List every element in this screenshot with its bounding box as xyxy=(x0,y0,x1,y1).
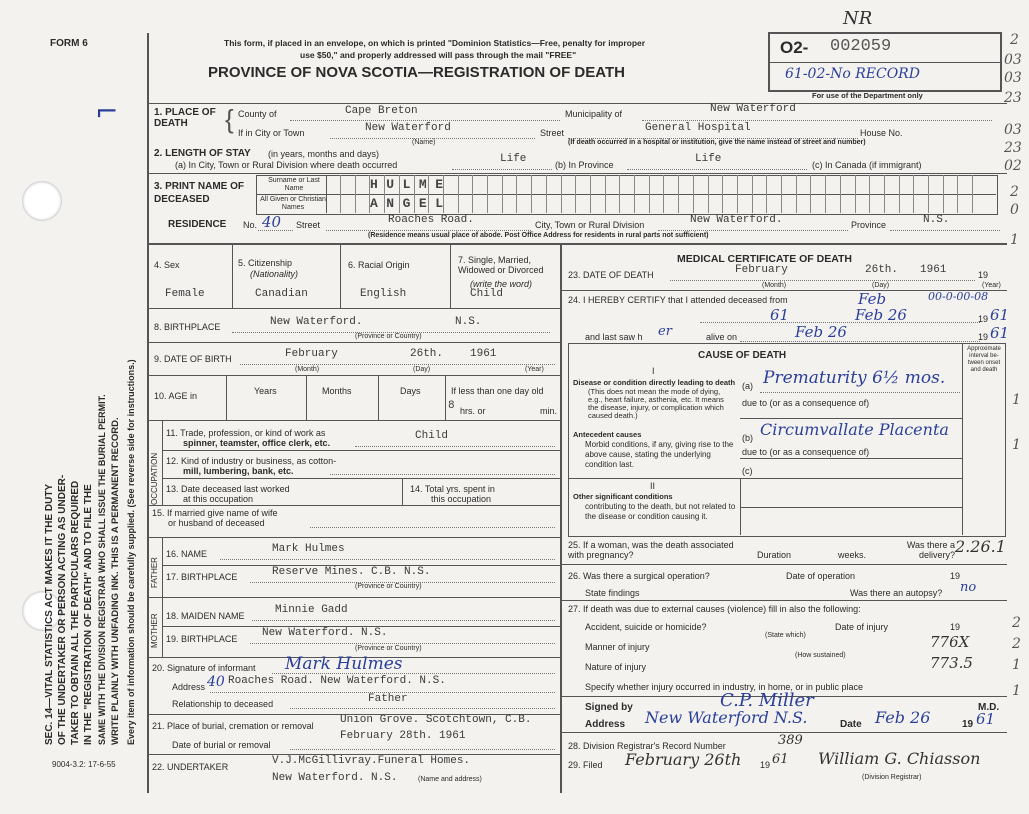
mail-notice-1: This form, if placed in an envelope, on which is printed "Dominion Statistics—Free, penalty for improper xyxy=(224,38,646,48)
name-cell-divider xyxy=(869,175,870,213)
print-name-label: 3. PRINT NAME OF DECEASED xyxy=(154,181,245,205)
informant-address-number: 40 xyxy=(207,674,225,690)
direct-cause-label: Disease or condition directly leading to death xyxy=(573,378,736,387)
mother-side-label: MOTHER xyxy=(150,613,159,648)
brace: { xyxy=(225,104,234,134)
medical-title: MEDICAL CERTIFICATE OF DEATH xyxy=(677,253,852,265)
margin-tick-1: 1 xyxy=(1012,392,1021,408)
undertaker-value: V.J.McGillivray.Funeral Homes. xyxy=(272,755,471,767)
dob-month: February xyxy=(285,348,338,360)
dob-year: 1961 xyxy=(470,348,497,360)
margin-tick-5: 1 xyxy=(1012,657,1021,673)
name-cell-divider xyxy=(678,175,679,213)
dod-month: February xyxy=(735,264,788,276)
dob-day-caption: (Day) xyxy=(413,366,431,373)
undertaker-label: 22. UNDERTAKER xyxy=(152,762,229,772)
residence-street-value: Roaches Road. xyxy=(388,214,474,226)
name-cell-divider xyxy=(355,175,356,213)
age-days-label: Days xyxy=(400,386,421,396)
dod-year: 1961 xyxy=(920,264,947,276)
informant-address-label: Address xyxy=(172,682,206,692)
filed-value: February 26th xyxy=(625,750,742,769)
punch-hole-bottom xyxy=(22,591,62,631)
name-cell-divider xyxy=(840,175,841,213)
dod-day-caption: (Day) xyxy=(872,282,890,289)
informant-address-value: Roaches Road. New Waterford. N.S. xyxy=(228,675,446,687)
margin-pen-mark: ⌐ xyxy=(95,95,119,128)
side-notice-7: Every item of information should be carefully supplied. (See reverse side for instructions.) xyxy=(126,359,136,745)
nature-label: Nature of injury xyxy=(585,662,647,672)
residence-city-value: New Waterford. xyxy=(690,214,783,226)
cause-title: CAUSE OF DEATH xyxy=(698,350,787,361)
name-cell-divider xyxy=(472,175,473,213)
footer-code: 9004-3.2: 17-6-55 xyxy=(52,760,116,769)
racial-origin-value: English xyxy=(360,288,407,300)
division-stay-label: (a) In City, Town or Rural Division where death occurred xyxy=(175,160,398,170)
time-note: 00-0-00-08 xyxy=(928,290,989,303)
attended-to-year-suffix: 19 xyxy=(978,314,989,324)
name-cell-divider xyxy=(766,175,767,213)
birthplace-label: 8. BIRTHPLACE xyxy=(154,322,221,332)
municipality-value: New Waterford xyxy=(710,103,796,115)
province-stay-value: Life xyxy=(695,153,722,165)
name-cell-divider xyxy=(825,175,826,213)
dod-year-caption: (Year) xyxy=(982,282,1001,289)
direct-cause-note: (This does not mean the mode of dying, e.g., heart failure, asthenia, etc. It means the disease, injury, or complication which caused death.) xyxy=(588,387,724,420)
name-cell-divider xyxy=(943,175,944,213)
duration-label: Duration xyxy=(757,550,792,560)
residence-city-label: City, Town or Rural Division xyxy=(535,220,645,230)
citizenship-sub: (Nationality) xyxy=(250,269,299,279)
burial-place-value: Union Grove. Scotchtown, C.B. xyxy=(340,714,532,726)
relationship-value: Father xyxy=(368,693,408,705)
margin-code-6: 23 xyxy=(1004,140,1022,156)
signed-by-label: Signed by xyxy=(585,702,633,713)
name-cell-divider xyxy=(972,175,973,213)
city-value: New Waterford xyxy=(365,122,451,134)
alive-on-label: alive on xyxy=(706,332,738,342)
margin-code-4: 23 xyxy=(1004,90,1022,106)
delivery-code: 2.26.1 xyxy=(955,537,1006,556)
name-cell-divider xyxy=(796,175,797,213)
signed-by-value: C.P. Miller xyxy=(720,690,814,711)
mother-birthplace-value: New Waterford. N.S. xyxy=(262,627,388,639)
name-cell-divider xyxy=(855,175,856,213)
filed-year-suffix: 19 xyxy=(760,760,771,770)
margin-code-3: 03 xyxy=(1004,70,1022,86)
last-worked-label-2: at this occupation xyxy=(183,494,254,504)
occupation-side-label: OCCUPATION xyxy=(150,452,159,505)
filed-label: 29. Filed xyxy=(568,760,603,770)
name-grid xyxy=(256,175,998,215)
name-cell-divider xyxy=(575,175,576,213)
father-birthplace-value: Reserve Mines. C.B. N.S. xyxy=(272,566,431,578)
last-saw-pronoun: er xyxy=(658,324,672,339)
residence-province-value: N.S. xyxy=(923,214,950,226)
interval-note: Approximate interval be- tween onset and death xyxy=(967,346,1001,373)
name-cell-divider xyxy=(693,175,694,213)
father-name-label: 16. NAME xyxy=(166,549,208,559)
burial-date-value: February 28th. 1961 xyxy=(340,730,466,742)
municipality-label: Municipality of xyxy=(565,109,623,119)
undertaker-caption: (Name and address) xyxy=(418,776,482,783)
relationship-label: Relationship to deceased xyxy=(172,699,274,709)
total-years-label: 14. Total yrs. spent in xyxy=(410,484,495,494)
hospital-note: (If death occurred in a hospital or institution, give the name instead of street and number) xyxy=(568,139,866,146)
sex-label: 4. Sex xyxy=(154,260,180,270)
attended-to: Feb 26 xyxy=(855,306,907,324)
md-address-label: Address xyxy=(585,719,626,730)
spouse-label-2: or husband of deceased xyxy=(168,518,265,528)
margin-code-1: 2 xyxy=(1010,32,1019,48)
name-cell-divider xyxy=(752,175,753,213)
racial-origin-label: 6. Racial Origin xyxy=(348,260,410,270)
nature-code: 773.5 xyxy=(930,654,973,672)
division-stay-value: Life xyxy=(500,153,527,165)
given-label: All Given or Christian Names xyxy=(260,196,326,211)
length-of-stay-note: (in years, months and days) xyxy=(268,149,380,159)
hand-nr: NR xyxy=(843,8,873,29)
street-value: General Hospital xyxy=(645,122,751,134)
md-date-value: Feb 26 xyxy=(875,708,931,727)
canada-stay-label: (c) In Canada (if immigrant) xyxy=(812,160,922,170)
certify-label: 24. I HEREBY CERTIFY that I attended deceased from xyxy=(568,295,788,305)
dod-year-suffix: 19 xyxy=(978,270,989,280)
reg-number: 002059 xyxy=(830,37,892,56)
street-label: Street xyxy=(540,128,565,138)
burial-place-label: 21. Place of burial, cremation or removal xyxy=(152,721,314,731)
manner-label: Manner of injury xyxy=(585,642,650,652)
birthplace-caption: (Province or Country) xyxy=(355,333,422,340)
name-cell-divider xyxy=(634,175,635,213)
md-address-value: New Waterford N.S. xyxy=(645,708,808,727)
marital-sub: (write the word) xyxy=(470,279,533,289)
father-side-label: FATHER xyxy=(150,557,159,588)
cause-a-label: (a) xyxy=(742,381,753,391)
birthplace-prov: N.S. xyxy=(455,316,482,328)
place-of-death-label: 1. PLACE OF DEATH xyxy=(154,107,216,129)
reg-number-prefix: O2- xyxy=(780,38,809,57)
side-notice-6: WRITE PLAINLY WITH UNFADING INK. THIS IS A PERMANENT RECORD. xyxy=(110,417,121,745)
external-causes-label: 27. If death was due to external causes (violence) fill in also the following: xyxy=(568,604,861,614)
undertaker-address: New Waterford. N.S. xyxy=(272,772,398,784)
name-cell-divider xyxy=(531,175,532,213)
division-registrar-signature: William G. Chiasson xyxy=(818,749,981,768)
dob-year-caption: (Year) xyxy=(525,366,544,373)
name-cell-divider xyxy=(605,175,606,213)
name-cell-divider xyxy=(722,175,723,213)
attended-from: Feb xyxy=(858,290,887,308)
dob-month-caption: (Month) xyxy=(295,366,320,373)
dod-month-caption: (Month) xyxy=(762,282,787,289)
name-cell-divider xyxy=(619,175,620,213)
other-conditions-note: contributing to the death, but not related to the disease or condition causing it. xyxy=(585,502,736,521)
punch-hole-top xyxy=(22,181,62,221)
margin-code-2: 03 xyxy=(1004,52,1022,68)
city-label: If in City or Town xyxy=(238,128,305,138)
mother-name-label: 18. MAIDEN NAME xyxy=(166,611,245,621)
accident-label: Accident, suicide or homicide? xyxy=(585,622,707,632)
given-value: ANGEL xyxy=(370,196,452,211)
name-cell-divider xyxy=(899,175,900,213)
residence-street-label: Street xyxy=(296,220,321,230)
name-cell-divider xyxy=(781,175,782,213)
county-value: Cape Breton xyxy=(345,105,418,117)
dob-label: 9. DATE OF BIRTH xyxy=(154,354,232,364)
mother-birthplace-caption: (Province or Country) xyxy=(355,645,422,652)
surgical-year-suffix: 19 xyxy=(950,571,961,581)
side-notice-1: SEC. 14—VITAL STATISTICS ACT MAKES IT THE DUTY xyxy=(44,483,55,745)
division-registrar-caption: (Division Registrar) xyxy=(862,774,922,781)
date-injury-label: Date of injury xyxy=(835,622,889,632)
dept-use-caption: For use of the Department only xyxy=(812,91,923,100)
residence-label: RESIDENCE xyxy=(168,219,227,230)
margin-tick-2: 1 xyxy=(1012,437,1021,453)
filed-year: 61 xyxy=(772,752,789,767)
total-years-label-2: this occupation xyxy=(431,494,492,504)
delivery-label: Was there a delivery? xyxy=(906,540,955,560)
age-label: 10. AGE in xyxy=(154,391,198,401)
name-cell-divider xyxy=(590,175,591,213)
name-cell-divider xyxy=(649,175,650,213)
marital-label: 7. Single, Married, Widowed or Divorced xyxy=(458,255,544,275)
residence-no-label: No. xyxy=(243,220,258,230)
side-notice-3: TAKER TO OBTAIN ALL THE PARTICULARS REQUIRED xyxy=(70,480,81,745)
informant-signature-label: 20. Signature of informant xyxy=(152,663,256,673)
sex-value: Female xyxy=(165,288,205,300)
residence-note: (Residence means usual place of abode. Post Office Address for residents in rural parts not sufficient) xyxy=(368,232,709,239)
age-years-label: Years xyxy=(254,386,277,396)
trade-label-2: spinner, teamster, office clerk, etc. xyxy=(183,438,331,448)
residence-province-label: Province xyxy=(851,220,887,230)
alive-year-suffix: 19 xyxy=(978,332,989,342)
how-sustained-caption: (How sustained) xyxy=(795,652,846,659)
county-label: County of xyxy=(238,109,277,119)
md-year: 61 xyxy=(976,710,996,728)
margin-tick-3: 2 xyxy=(1012,615,1021,631)
roman-two: II xyxy=(650,481,656,491)
alive-on-value: Feb 26 xyxy=(795,323,847,341)
marital-value: Child xyxy=(470,288,504,300)
name-cell-divider xyxy=(810,175,811,213)
surgical-label: 26. Was there a surgical operation? xyxy=(568,571,710,581)
autopsy-label: Was there an autopsy? xyxy=(850,588,943,598)
name-cell-divider xyxy=(957,175,958,213)
name-cell-divider xyxy=(546,175,547,213)
age-less-label: If less than one day old xyxy=(451,386,544,396)
mother-name-value: Minnie Gadd xyxy=(275,604,348,616)
other-conditions-label: Other significant conditions xyxy=(573,492,673,501)
side-notice-2: OF THE UNDERTAKER OR PERSON ACTING AS UNDER- xyxy=(57,474,68,745)
name-cell-divider xyxy=(340,175,341,213)
margin-code-10: 1 xyxy=(1010,232,1019,248)
burial-date-label: Date of burial or removal xyxy=(172,740,271,750)
citizenship-label: 5. Citizenship xyxy=(238,258,293,268)
spouse-label: 15. If married give name of wife xyxy=(152,508,278,518)
industry-label-2: mill, lumbering, bank, etc. xyxy=(183,466,294,476)
attended-to-year: 61 xyxy=(990,306,1010,324)
father-birthplace-caption: (Province or Country) xyxy=(355,583,422,590)
age-hours-value: 8 xyxy=(448,400,455,412)
informant-signature: Mark Hulmes xyxy=(285,654,403,674)
md-date-label: Date xyxy=(840,719,862,730)
autopsy-value: no xyxy=(960,580,977,595)
margin-tick-6: 1 xyxy=(1012,683,1021,699)
side-notice-5: SAME WITH THE DIVISION REGISTRAR WHO SHALL ISSUE THE BURIAL PERMIT. xyxy=(97,394,107,745)
margin-code-9: 0 xyxy=(1010,202,1019,218)
name-cell-divider xyxy=(663,175,664,213)
injury-year-suffix: 19 xyxy=(950,622,961,632)
md-year-suffix: 19 xyxy=(962,719,974,730)
due-to-a: due to (or as a consequence of) xyxy=(742,398,870,408)
margin-tick-4: 2 xyxy=(1012,636,1021,652)
citizenship-value: Canadian xyxy=(255,288,308,300)
state-which-caption: (State which) xyxy=(765,632,806,639)
cause-c-label: (c) xyxy=(742,466,753,476)
birthplace-city: New Waterford. xyxy=(270,316,363,328)
mother-birthplace-label: 19. BIRTHPLACE xyxy=(166,634,238,644)
age-hours-label: hrs. or xyxy=(460,406,486,416)
dob-day: 26th. xyxy=(410,348,444,360)
antecedent-label: Antecedent causes xyxy=(573,430,642,439)
name-cell-divider xyxy=(913,175,914,213)
name-cell-divider xyxy=(561,175,562,213)
name-cell-divider xyxy=(928,175,929,213)
roman-one: I xyxy=(652,366,655,376)
antecedent-note: Morbid conditions, if any, giving rise to the above cause, stating the underlying condition last. xyxy=(585,440,734,469)
due-to-b: due to (or as a consequence of) xyxy=(742,447,870,457)
father-name-value: Mark Hulmes xyxy=(272,543,345,555)
dod-label: 23. DATE OF DEATH xyxy=(568,270,654,280)
specify-label: Specify whether injury occurred in industry, in home, or in public place xyxy=(585,682,863,692)
province-stay-label: (b) In Province xyxy=(555,160,614,170)
industry-label: 12. Kind of industry or business, as cotton- xyxy=(166,456,337,466)
name-cell-divider xyxy=(516,175,517,213)
last-saw-label: and last saw h xyxy=(585,332,643,342)
name-cell-divider xyxy=(708,175,709,213)
name-caption: (Name) xyxy=(412,139,436,146)
attended-year: 61 xyxy=(770,306,790,324)
mail-notice-2: use $50," and properly addressed will pass through the mail "FREE" xyxy=(300,50,577,60)
age-min-label: min. xyxy=(540,406,558,416)
trade-value: Child xyxy=(415,430,449,442)
name-cell-divider xyxy=(884,175,885,213)
residence-no-value: 40 xyxy=(262,213,282,231)
pregnancy-label: 25. If a woman, was the death associated with pregnancy? xyxy=(568,540,734,560)
length-of-stay-label: 2. LENGTH OF STAY xyxy=(154,148,251,159)
margin-code-8: 2 xyxy=(1010,184,1019,200)
margin-code-7: 02 xyxy=(1004,158,1022,174)
name-cell-divider xyxy=(737,175,738,213)
findings-label: State findings xyxy=(585,588,640,598)
form-number: FORM 6 xyxy=(50,38,88,49)
margin-code-5: 03 xyxy=(1004,122,1022,138)
name-cell-divider xyxy=(502,175,503,213)
date-of-operation-label: Date of operation xyxy=(786,571,856,581)
form-title: PROVINCE OF NOVA SCOTIA—REGISTRATION OF DEATH xyxy=(208,64,625,81)
surname-value: HULME xyxy=(370,177,452,192)
md-label: M.D. xyxy=(978,702,1000,713)
cause-b-value: Circumvallate Placenta xyxy=(760,420,949,439)
manner-code: 776X xyxy=(930,633,970,651)
dod-day: 26th. xyxy=(865,264,899,276)
surname-label: Surname or Last Name xyxy=(268,177,320,192)
age-months-label: Months xyxy=(322,386,352,396)
name-cell-divider xyxy=(458,175,459,213)
registrar-record-number: 389 xyxy=(778,733,803,748)
last-worked-label: 13. Date deceased last worked xyxy=(166,484,290,494)
father-birthplace-label: 17. BIRTHPLACE xyxy=(166,572,238,582)
name-cell-divider xyxy=(487,175,488,213)
alive-year: 61 xyxy=(990,324,1010,342)
registrar-record-label: 28. Division Registrar's Record Number xyxy=(568,741,726,751)
trade-label: 11. Trade, profession, or kind of work as xyxy=(166,428,326,438)
cause-a-value: Prematurity 6½ mos. xyxy=(763,368,946,388)
house-no-label: House No. xyxy=(860,128,903,138)
side-notice-4: IN THE "REGISTRATION OF DEATH" AND TO FILE THE xyxy=(83,484,94,745)
hand-record-note: 61-02-No RECORD xyxy=(785,66,920,82)
cause-b-label: (b) xyxy=(742,433,753,443)
weeks-label: weeks. xyxy=(838,550,867,560)
